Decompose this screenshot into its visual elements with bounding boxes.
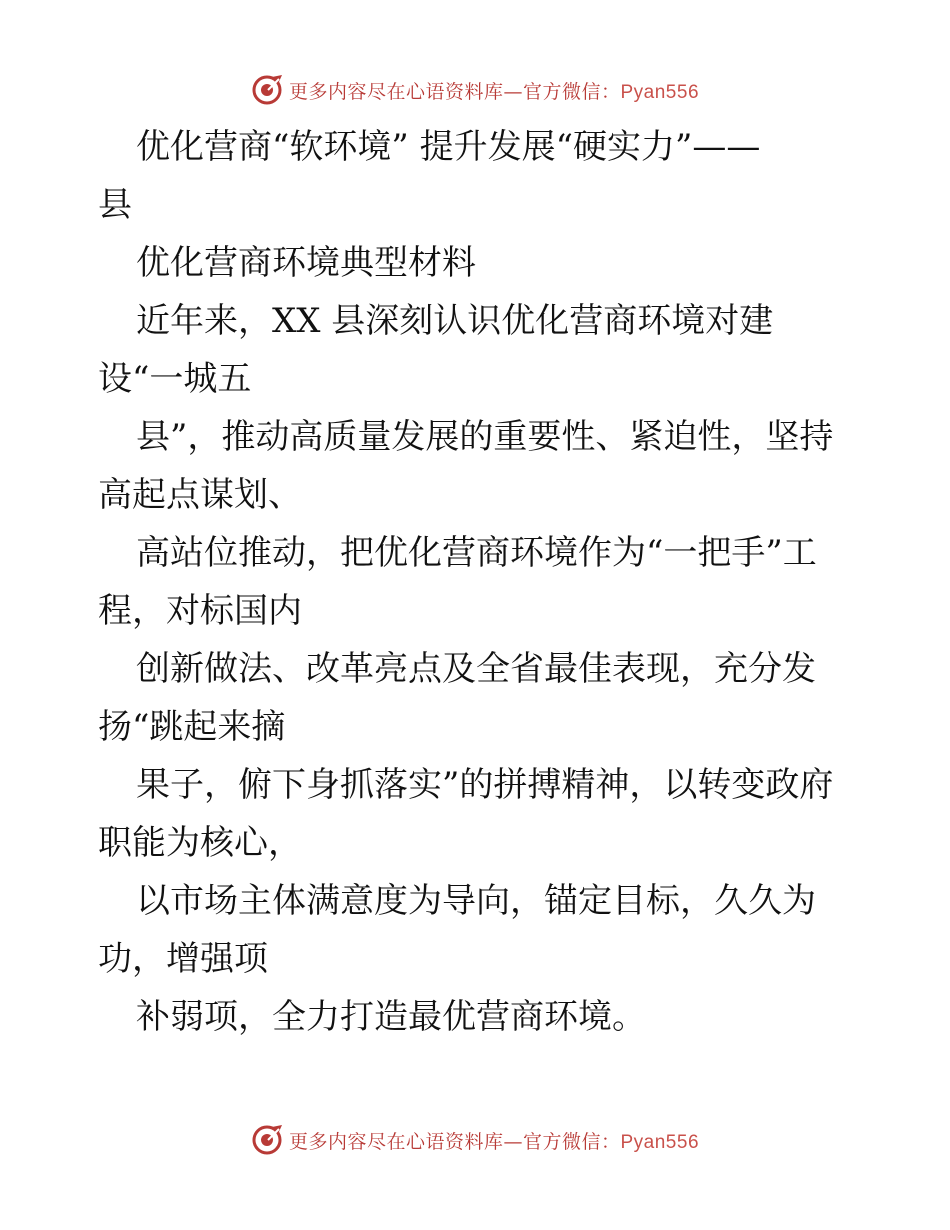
text-line: 优化营商环境典型材料 — [136, 243, 476, 283]
text-line: 职能为核心， — [98, 823, 302, 863]
text-line: 高起点谋划、 — [98, 475, 302, 515]
watermark-text: 更多内容尽在心语资料库—官方微信：Pyan556 — [288, 1130, 700, 1153]
text-line: 程，对标国内 — [98, 591, 302, 631]
watermark-footer — [0, 1120, 950, 1160]
text-line: 优化营商“软环境” 提升发展“硬实力”—— — [136, 127, 761, 167]
document-body — [98, 118, 888, 1046]
watermark-header — [0, 70, 950, 110]
text-line: 县”，推动高质量发展的重要性、紧迫性，坚持 — [136, 417, 834, 457]
pen-logo-icon — [251, 1123, 285, 1157]
text-line: 功，增强项 — [98, 939, 268, 979]
text-line: 以市场主体满意度为导向，锚定目标，久久为 — [136, 881, 816, 921]
pen-logo-icon — [251, 73, 285, 107]
text-line: 补弱项，全力打造最优营商环境。 — [136, 997, 646, 1037]
text-line: 设“一城五 — [98, 359, 252, 399]
text-line: 高站位推动，把优化营商环境作为“一把手”工 — [136, 533, 817, 573]
text-line: 县 — [98, 185, 132, 225]
text-line: 果子，俯下身抓落实”的拼搏精神，以转变政府 — [136, 765, 834, 805]
text-line: 扬“跳起来摘 — [98, 707, 286, 747]
text-line: 近年来，XX 县深刻认识优化营商环境对建 — [136, 301, 774, 341]
watermark-text: 更多内容尽在心语资料库—官方微信：Pyan556 — [288, 80, 700, 103]
text-line: 创新做法、改革亮点及全省最佳表现，充分发 — [136, 649, 816, 689]
